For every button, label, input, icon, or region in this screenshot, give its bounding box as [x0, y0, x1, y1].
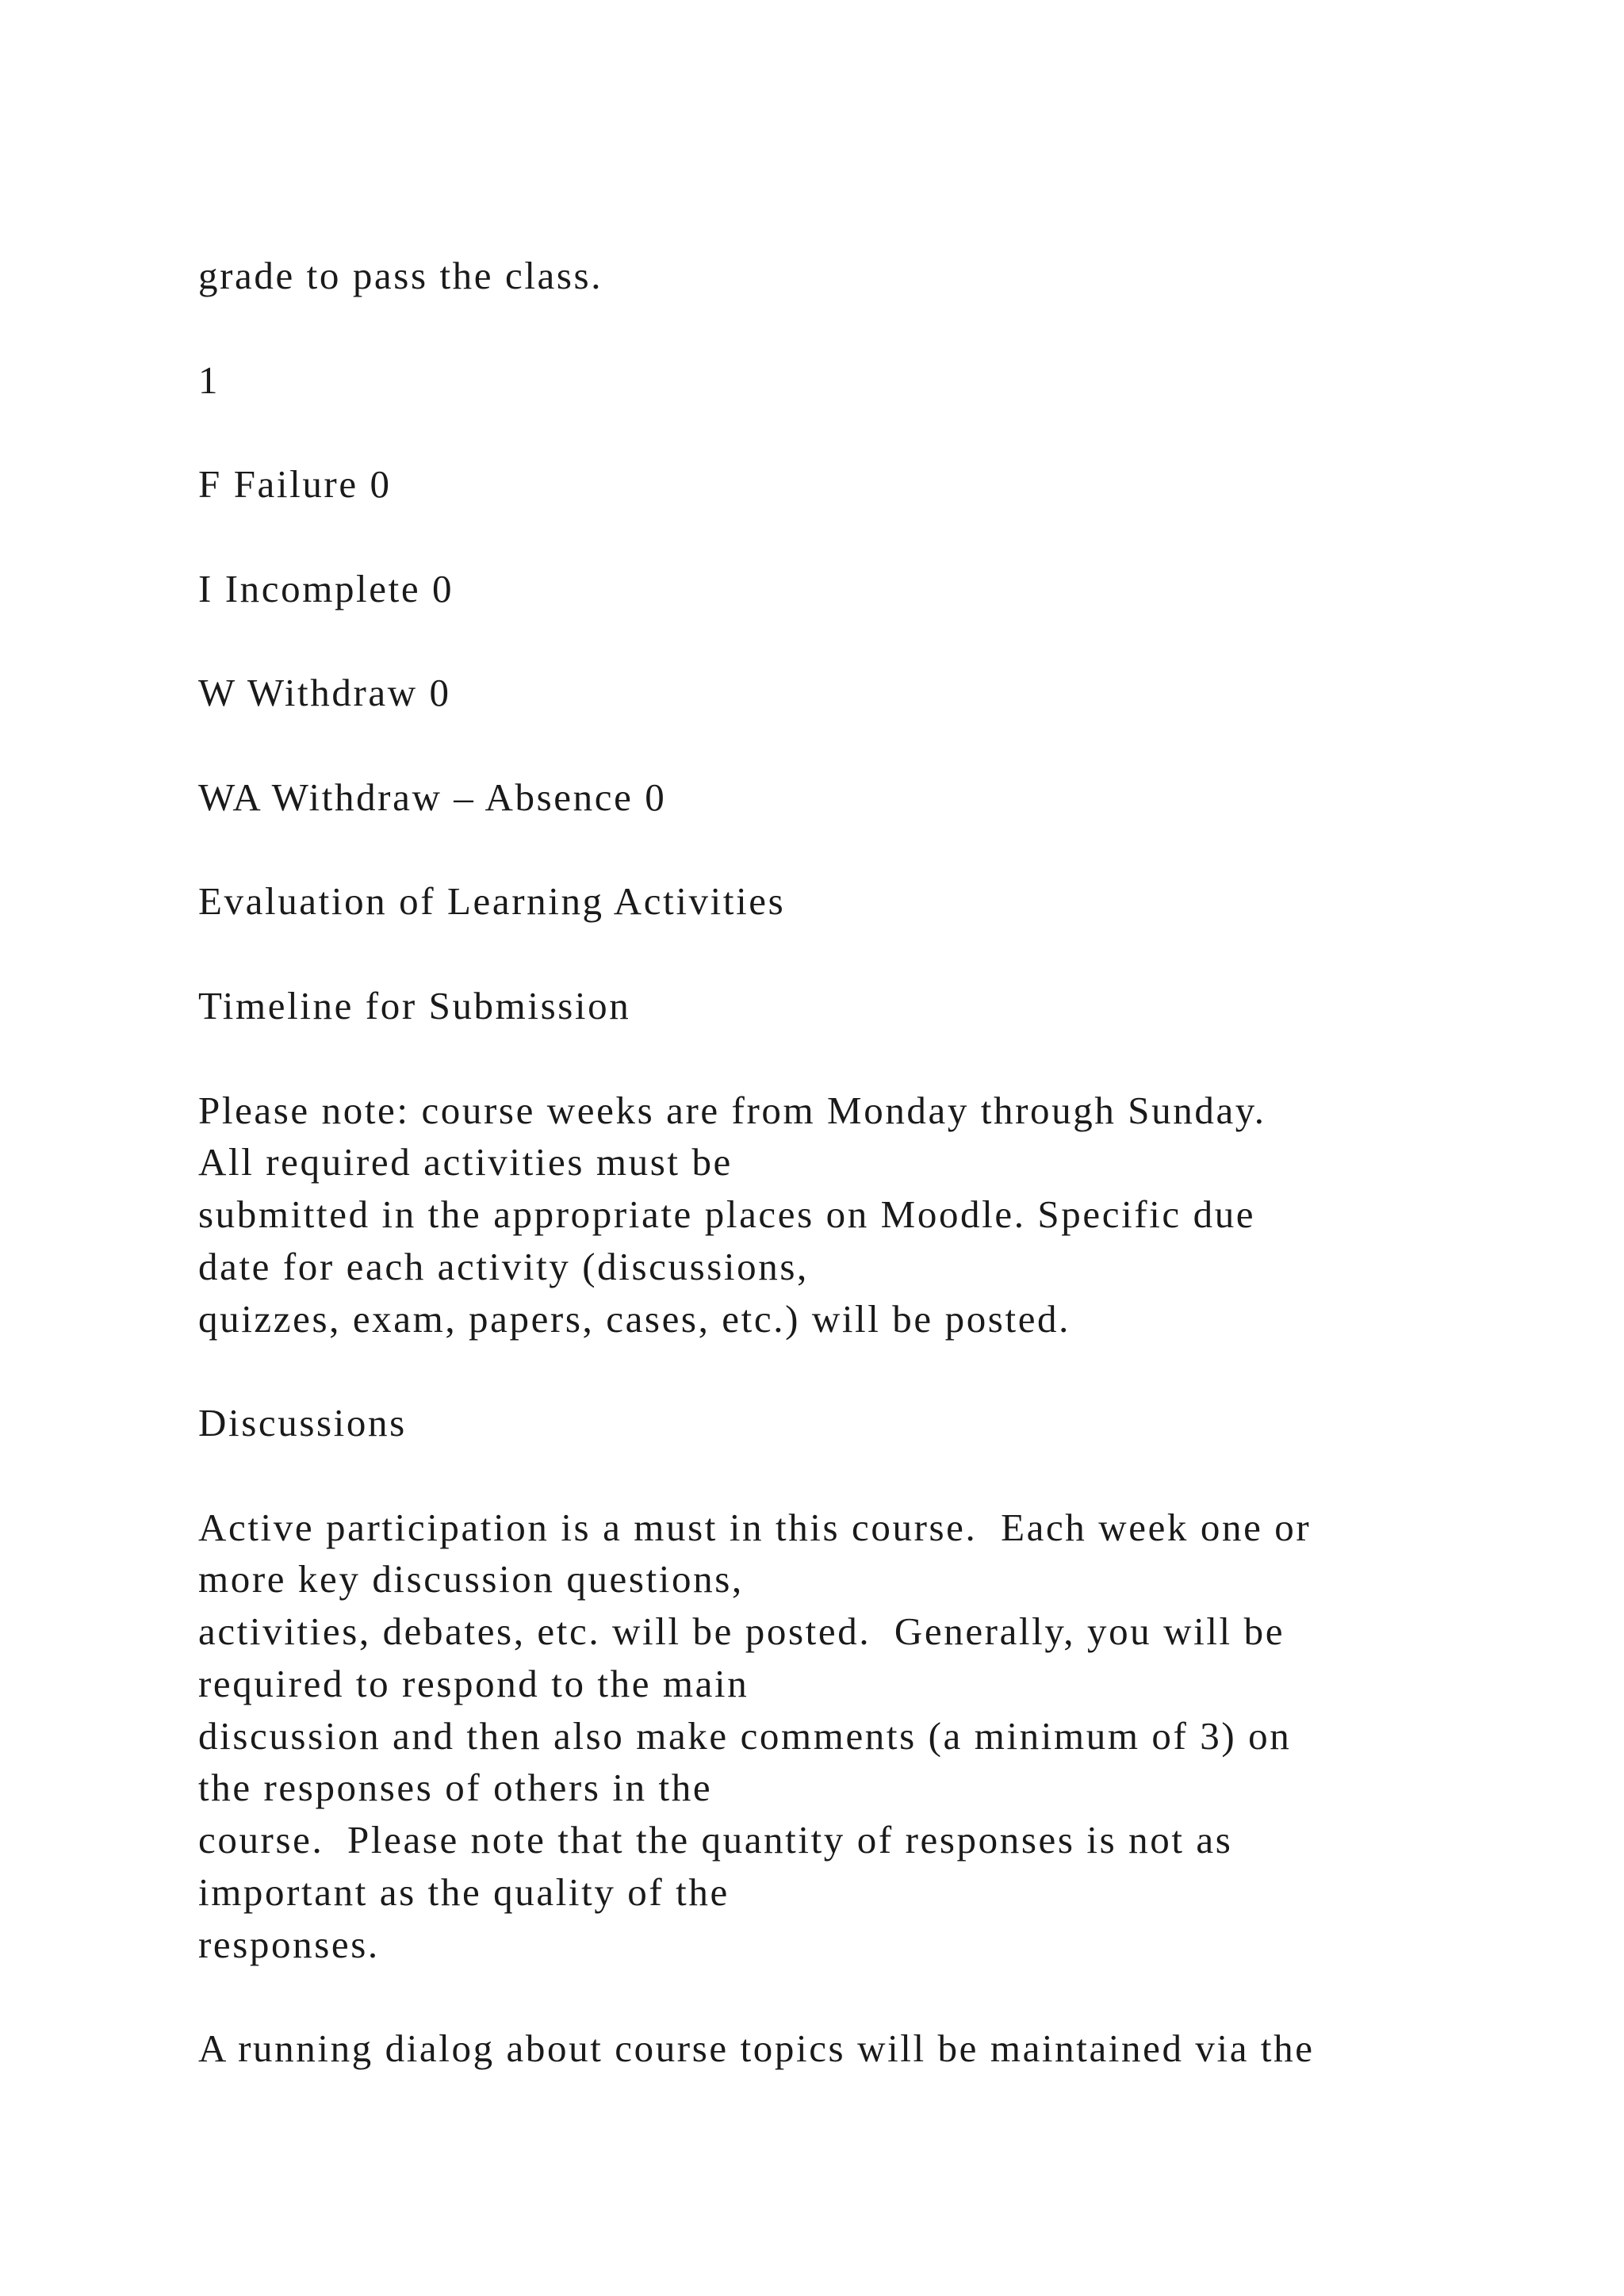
paragraph-line: more key discussion questions,	[198, 1557, 744, 1601]
paragraph-line: activities, debates, etc. will be posted. Generally, you will be	[198, 1609, 1285, 1653]
grade-row-incomplete: I Incomplete 0	[198, 567, 454, 610]
paragraph-line: required to respond to the main	[198, 1662, 749, 1705]
paragraph-line: quizzes, exam, papers, cases, etc.) will be posted.	[198, 1297, 1071, 1341]
paragraph-line: Please note: course weeks are from Monday through Sunday.	[198, 1089, 1266, 1132]
grade-row-withdraw-absence: WA Withdraw – Absence 0	[198, 775, 667, 819]
section-heading: Evaluation of Learning Activities	[198, 879, 786, 923]
section-heading: Timeline for Submission	[198, 984, 631, 1027]
page-number: 1	[198, 358, 220, 402]
paragraph-line: important as the quality of the	[198, 1870, 730, 1914]
paragraph-line: responses.	[198, 1923, 380, 1966]
paragraph-line: discussion and then also make comments (a minimum of 3) on	[198, 1714, 1292, 1758]
paragraph-line: Active participation is a must in this course. Each week one or	[198, 1506, 1312, 1549]
paragraph-line: course. Please note that the quantity of responses is not as	[198, 1818, 1233, 1862]
paragraph-line: A running dialog about course topics will be maintained via the	[198, 2026, 1315, 2070]
grade-row-failure: F Failure 0	[198, 462, 392, 506]
grade-row-withdraw: W Withdraw 0	[198, 671, 451, 714]
paragraph-line: the responses of others in the	[198, 1766, 713, 1809]
section-heading: Discussions	[198, 1401, 407, 1445]
paragraph-line: All required activities must be	[198, 1140, 733, 1184]
paragraph-line: submitted in the appropriate places on Moodle. Specific due	[198, 1192, 1256, 1236]
paragraph-line: date for each activity (discussions,	[198, 1245, 809, 1288]
text-line: grade to pass the class.	[198, 254, 603, 297]
